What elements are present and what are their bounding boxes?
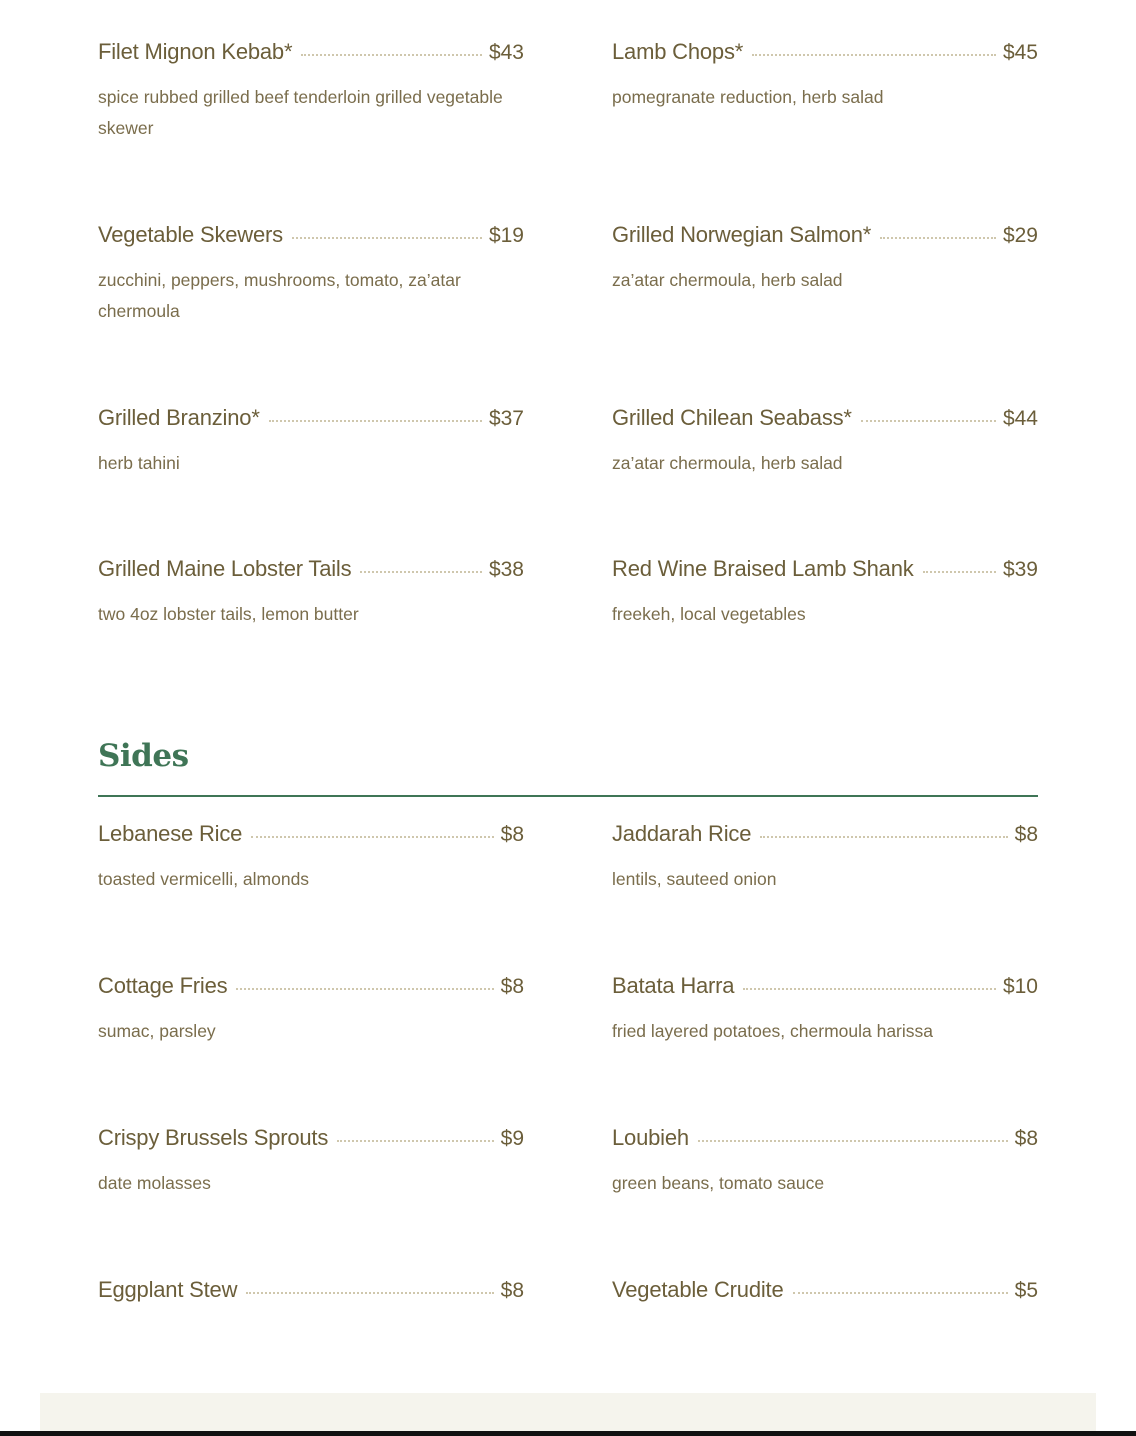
menu-item-price: $45 [1002, 41, 1038, 64]
menu-item [612, 183, 1038, 366]
menu-item-price: $8 [500, 1279, 524, 1302]
menu-item-price: $19 [488, 224, 524, 247]
menu-item-name: Eggplant Stew [98, 1277, 238, 1302]
menu-item [98, 517, 524, 668]
dot-leader [793, 1292, 1008, 1294]
menu-item-price: $8 [1014, 1127, 1038, 1150]
dot-leader [923, 571, 996, 573]
menu-item-name: Batata Harra [612, 973, 735, 998]
menu-item-header [98, 222, 524, 248]
menu-item-header [612, 556, 1038, 582]
menu-item-description: freekeh, local vegetables [612, 604, 806, 624]
menu-item-header [612, 1125, 1038, 1151]
menu-item-header [98, 405, 524, 431]
menu-item-header [612, 821, 1038, 847]
menu-item [98, 1277, 524, 1337]
menu-item [98, 366, 524, 517]
menu-item [612, 821, 1038, 973]
menu-item-name: Red Wine Braised Lamb Shank [612, 556, 914, 581]
bottom-border [0, 1431, 1136, 1436]
menu-item-price: $5 [1014, 1279, 1038, 1302]
menu-item-header [612, 222, 1038, 248]
dot-leader [269, 420, 482, 422]
dot-leader [861, 420, 996, 422]
menu-item-header [98, 556, 524, 582]
menu-item-description: za’atar chermoula, herb salad [612, 453, 843, 473]
menu-item-name: Cottage Fries [98, 973, 228, 998]
menu-item-name: Filet Mignon Kebab* [98, 39, 293, 64]
dot-leader [251, 836, 493, 838]
dot-leader [246, 1292, 493, 1294]
dot-leader [337, 1140, 494, 1142]
menu-item-price: $39 [1002, 558, 1038, 581]
menu-item [98, 821, 524, 973]
sides-grid [98, 821, 1038, 1337]
menu-item [612, 1125, 1038, 1277]
menu-item-description: two 4oz lobster tails, lemon butter [98, 604, 359, 624]
menu-item-name: Grilled Norwegian Salmon* [612, 222, 872, 247]
section-title-sides: Sides [98, 738, 189, 774]
menu-item [98, 973, 524, 1125]
menu-item [612, 517, 1038, 668]
menu-item-header [98, 821, 524, 847]
dot-leader [236, 988, 493, 990]
dot-leader [698, 1140, 1008, 1142]
menu-item-name: Vegetable Crudite [612, 1277, 784, 1302]
menu-item-price: $43 [488, 41, 524, 64]
menu-item-price: $8 [500, 823, 524, 846]
menu-item [612, 973, 1038, 1125]
menu-item [612, 0, 1038, 183]
menu-item-header [98, 39, 524, 65]
footer-band [40, 1393, 1096, 1436]
menu-item-description: zucchini, peppers, mushrooms, tomato, za’atar chermoula [98, 270, 461, 321]
menu-item-name: Grilled Maine Lobster Tails [98, 556, 352, 581]
menu-item-header [612, 405, 1038, 431]
menu-item-description: herb tahini [98, 453, 180, 473]
menu-item-header [98, 1277, 524, 1303]
menu-item-header [612, 39, 1038, 65]
menu-item-description: green beans, tomato sauce [612, 1173, 825, 1193]
menu-item [98, 183, 524, 366]
menu-item-header [612, 973, 1038, 999]
menu-item-description: date molasses [98, 1173, 211, 1193]
menu-item-name: Loubieh [612, 1125, 689, 1150]
menu-item-description: sumac, parsley [98, 1021, 216, 1041]
menu-item [98, 0, 524, 183]
dot-leader [292, 237, 482, 239]
menu-item-header [98, 1125, 524, 1151]
menu-item-price: $44 [1002, 407, 1038, 430]
dot-leader [301, 54, 482, 56]
dot-leader [752, 54, 996, 56]
menu-item-price: $37 [488, 407, 524, 430]
menu-item-price: $9 [500, 1127, 524, 1150]
section-divider [98, 795, 1038, 797]
menu-item-name: Grilled Branzino* [98, 405, 260, 430]
menu-item [612, 366, 1038, 517]
menu-item-description: lentils, sauteed onion [612, 869, 777, 889]
menu-item-price: $8 [1014, 823, 1038, 846]
menu-item-name: Lamb Chops* [612, 39, 744, 64]
menu-item-name: Lebanese Rice [98, 821, 243, 846]
menu-item [98, 1125, 524, 1277]
menu-item [612, 1277, 1038, 1337]
menu-item-price: $29 [1002, 224, 1038, 247]
menu-item-name: Vegetable Skewers [98, 222, 283, 247]
mains-grid [98, 0, 1038, 668]
dot-leader [743, 988, 996, 990]
dot-leader [880, 237, 996, 239]
menu-item-name: Crispy Brussels Sprouts [98, 1125, 329, 1150]
menu-item-description: spice rubbed grilled beef tenderloin grilled vegetable skewer [98, 87, 503, 138]
menu-item-price: $38 [488, 558, 524, 581]
menu-item-name: Jaddarah Rice [612, 821, 752, 846]
menu-item-description: pomegranate reduction, herb salad [612, 87, 884, 107]
menu-item-description: toasted vermicelli, almonds [98, 869, 310, 889]
menu-item-price: $8 [500, 975, 524, 998]
menu-item-description: fried layered potatoes, chermoula harissa [612, 1021, 934, 1041]
menu-item-price: $10 [1002, 975, 1038, 998]
menu-content [98, 0, 1038, 1302]
menu-item-header [612, 1277, 1038, 1303]
dot-leader [760, 836, 1007, 838]
menu-item-header [98, 973, 524, 999]
menu-item-name: Grilled Chilean Seabass* [612, 405, 852, 430]
menu-item-description: za’atar chermoula, herb salad [612, 270, 843, 290]
dot-leader [360, 571, 482, 573]
